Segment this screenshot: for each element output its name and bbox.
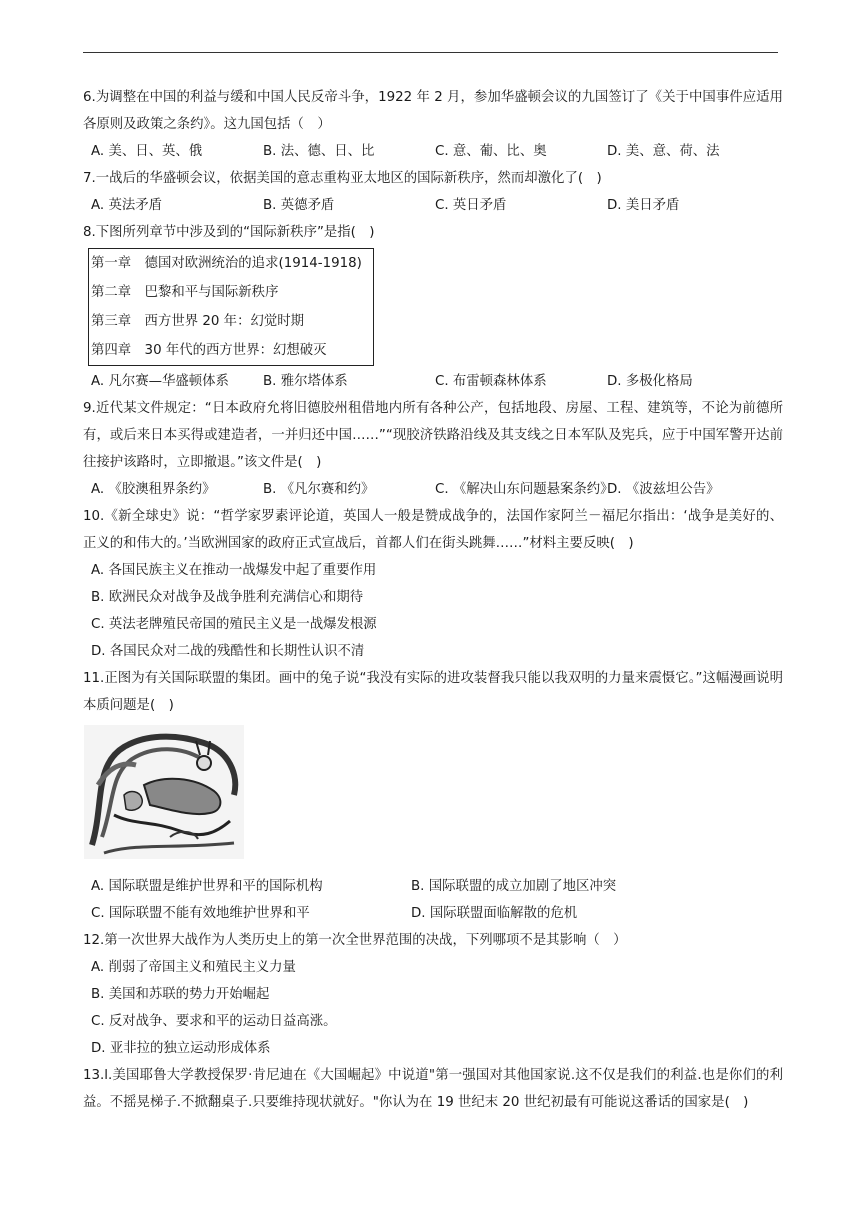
option-c[interactable]: C. 国际联盟不能有效地维护世界和平 — [91, 906, 310, 921]
question-6-options — [91, 138, 783, 165]
option-c[interactable]: C. 反对战争、要求和平的运动日益高涨。 — [91, 1014, 337, 1029]
option-d[interactable]: D. 各国民众对二战的残酷性和长期性认识不清 — [91, 644, 365, 659]
option-b[interactable]: B. 法、德、日、比 — [263, 144, 375, 159]
option-c[interactable]: C. 《解决山东问题悬案条约》 — [435, 482, 614, 497]
question-7-options — [91, 192, 783, 219]
option-b[interactable]: B. 美国和苏联的势力开始崛起 — [91, 987, 270, 1002]
question-9-options — [91, 476, 783, 503]
chapter-2: 第二章 巴黎和平与国际新秩序 — [91, 285, 279, 300]
chapter-3: 第三章 西方世界 20 年：幻觉时期 — [91, 314, 305, 329]
option-c[interactable]: C. 布雷顿森林体系 — [435, 374, 547, 389]
option-a[interactable]: A. 削弱了帝国主义和殖民主义力量 — [91, 960, 296, 975]
option-a[interactable]: A. 各国民族主义在推动一战爆发中起了重要作用 — [91, 563, 377, 578]
option-b[interactable]: B. 英德矛盾 — [263, 198, 335, 213]
option-b[interactable]: B. 欧洲民众对战争及战争胜利充满信心和期待 — [91, 590, 364, 605]
option-d[interactable]: D. 《波兹坦公告》 — [607, 482, 720, 497]
question-7-stem: 7.一战后的华盛顿会议，依据美国的意志重构亚太地区的国际新秩序，然而却激化了( ) — [83, 171, 602, 186]
header-rule — [83, 52, 778, 53]
chapter-4: 第四章 30 年代的西方世界：幻想破灭 — [91, 343, 327, 358]
question-6-stem: 6.为调整在中国的利益与缓和中国人民反帝斗争，1922 年 2 月，参加华盛顿会议的九国签订了《关于中国事件应适用各原则及政策之条约》。这九国包括（ ） — [83, 90, 783, 132]
option-c[interactable]: C. 意、葡、比、奥 — [435, 144, 547, 159]
option-a[interactable]: A. 《胶澳租界条约》 — [91, 482, 216, 497]
option-b[interactable]: B. 雅尔塔体系 — [263, 374, 348, 389]
option-b[interactable]: B. 国际联盟的成立加剧了地区冲突 — [411, 879, 617, 894]
question-9-stem: 9.近代某文件规定：“日本政府允将旧德胶州租借地内所有各种公产，包括地段、房屋、工程、建筑等，不论为前德所有，或后来日本买得或建造者，一并归还中国……”“现胶济铁路沿线及其支线之日本军队及宪兵，应于中国军警开达前往接护该路时，立即撤退。”该文件是( ) — [83, 401, 783, 470]
league-of-nations-cartoon — [84, 725, 244, 859]
option-d[interactable]: D. 亚非拉的独立运动形成体系 — [91, 1041, 271, 1056]
question-11-options-row-2 — [91, 900, 783, 927]
option-d[interactable]: D. 国际联盟面临解散的危机 — [411, 906, 578, 921]
question-12-stem: 12.第一次世界大战作为人类历史上的第一次全世界范围的决战，下列哪项不是其影响（ ） — [83, 933, 627, 948]
option-a[interactable]: A. 凡尔赛—华盛顿体系 — [91, 374, 229, 389]
option-b[interactable]: B. 《凡尔赛和约》 — [263, 482, 375, 497]
option-c[interactable]: C. 英法老牌殖民帝国的殖民主义是一战爆发根源 — [91, 617, 377, 632]
chapter-list-box — [88, 248, 374, 366]
question-11-options-row-1 — [91, 873, 783, 900]
question-list — [83, 84, 783, 1116]
option-a[interactable]: A. 国际联盟是维护世界和平的国际机构 — [91, 879, 323, 894]
question-8-options — [91, 368, 783, 395]
option-d[interactable]: D. 美、意、荷、法 — [607, 144, 720, 159]
option-d[interactable]: D. 美日矛盾 — [607, 198, 680, 213]
option-a[interactable]: A. 美、日、英、俄 — [91, 144, 203, 159]
option-d[interactable]: D. 多极化格局 — [607, 374, 693, 389]
question-11-stem: 11.正图为有关国际联盟的集团。画中的兔子说“我没有实际的进攻装督我只能以我双明的力量来震慑它。”这幅漫画说明本质问题是( ) — [83, 671, 783, 713]
chapter-1: 第一章 德国对欧洲统治的追求(1914-1918) — [91, 256, 362, 271]
question-13-stem: 13.l.美国耶鲁大学教授保罗·肯尼迪在《大国崛起》中说道"第一强国对其他国家说.这不仅是我们的利益.也是你们的利益。不摇晃梯子.不掀翻桌子.只要维持现状就好。"你认为在 19 世纪末 20 世纪初最有可能说这番话的国家是( ) — [83, 1068, 783, 1110]
question-10-stem: 10.《新全球史》说：“哲学家罗素评论道，英国人一般是赞成战争的，法国作家阿兰－福尼尔指出：‘战争是美好的、正义的和伟大的。’当欧洲国家的政府正式宣战后，首都人们在街头跳舞……”材料主要反映( ) — [83, 509, 783, 551]
question-8-stem: 8.下图所列章节中涉及到的“国际新秩序”是指( ) — [83, 225, 375, 240]
option-c[interactable]: C. 英日矛盾 — [435, 198, 507, 213]
option-a[interactable]: A. 英法矛盾 — [91, 198, 162, 213]
